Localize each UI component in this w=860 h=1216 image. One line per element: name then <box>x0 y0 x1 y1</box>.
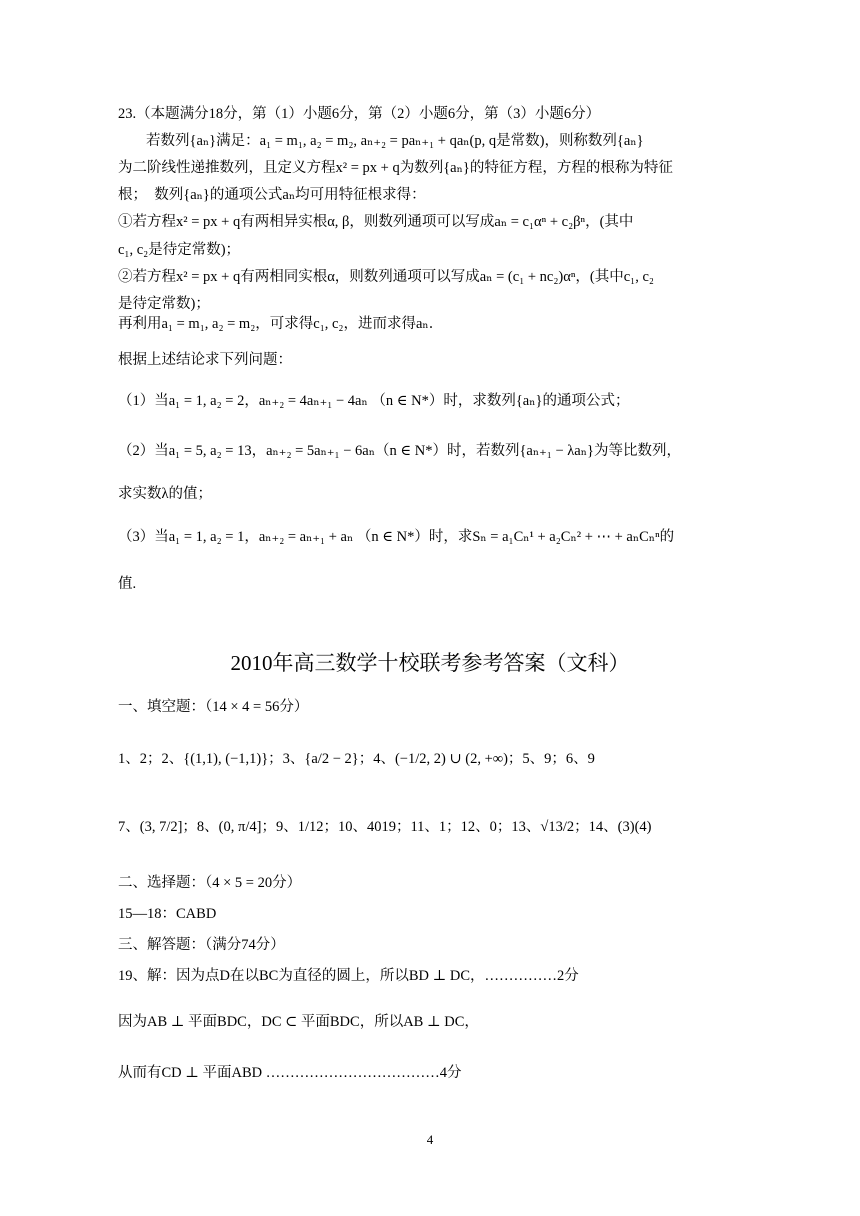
answer-title: 2010年高三数学十校联考参考答案（文科） <box>230 651 630 675</box>
question-3-cont: 值. <box>118 576 137 592</box>
instruction-line: 根据上述结论求下列问题： <box>118 352 292 368</box>
fill-blank-answers: 7、(3, 7/2]；8、(0, π/4]；9、1/12；10、4019；11、1；12、0；13、√13/2；14、(3)(4) <box>118 819 652 835</box>
question-3: （3）当a₁ = 1, a₂ = 1，aₙ₊₂ = aₙ₊₁ + aₙ （n ∈ N*）时，求Sₙ = a₁Cₙ¹ + a₂Cₙ² + ⋯ + aₙCₙⁿ的 <box>118 529 675 545</box>
solution-line: 19、解：因为点D在以BC为直径的圆上，所以BD ⊥ DC，……………2分 <box>118 968 579 984</box>
definition-line: 根； 数列{aₙ}的通项公式aₙ均可用特征根求得： <box>118 187 426 203</box>
question-1: （1）当a₁ = 1, a₂ = 2，aₙ₊₂ = 4aₙ₊₁ − 4aₙ （n ∈ N*）时，求数列{aₙ}的通项公式； <box>118 393 630 409</box>
page-number: 4 <box>426 1132 434 1147</box>
fill-blank-header: 一、填空题：（14 × 4 = 56分） <box>118 699 309 715</box>
solution-header: 三、解答题：（满分74分） <box>118 937 285 953</box>
choice-header: 二、选择题：（4 × 5 = 20分） <box>118 875 302 891</box>
case-one-line: ①若方程x² = px + q有两相异实根α, β，则数列通项可以写成aₙ = c₁αⁿ + c₂βⁿ，(其中 <box>118 214 634 230</box>
case-two-line: 是待定常数)； <box>118 296 210 312</box>
definition-line: 为二阶线性递推数列，且定义方程x² = px + q为数列{aₙ}的特征方程，方程的根称为特征 <box>118 160 673 176</box>
solution-line: 从而有CD ⊥ 平面ABD ………………………………4分 <box>118 1065 462 1081</box>
case-one-line: c₁, c₂是待定常数)； <box>118 242 241 258</box>
case-two-line: ②若方程x² = px + q有两相同实根α，则数列通项可以写成aₙ = (c₁ + nc₂)αⁿ，(其中c₁, c₂ <box>118 269 654 285</box>
question-2-cont: 求实数λ的值； <box>118 486 213 502</box>
problem-header: 23.（本题满分18分，第（1）小题6分，第（2）小题6分，第（3）小题6分） <box>118 106 601 122</box>
solution-line: 因为AB ⊥ 平面BDC，DC ⊂ 平面BDC，所以AB ⊥ DC， <box>118 1014 479 1030</box>
fill-blank-answers: 1、2；2、{(1,1), (−1,1)}；3、{a/2 − 2}；4、(−1/2, 2) ∪ (2, +∞)；5、9；6、9 <box>118 751 595 767</box>
question-2: （2）当a₁ = 5, a₂ = 13，aₙ₊₂ = 5aₙ₊₁ − 6aₙ（n ∈ N*）时，若数列{aₙ₊₁ − λaₙ}为等比数列， <box>118 443 681 459</box>
definition-line: 若数列{aₙ}满足：a₁ = m₁, a₂ = m₂, aₙ₊₂ = paₙ₊₁ + qaₙ(p, q是常数)，则称数列{aₙ} <box>146 133 644 149</box>
choice-answers: 15—18：CABD <box>118 906 217 922</box>
method-line: 再利用a₁ = m₁, a₂ = m₂，可求得c₁, c₂，进而求得aₙ． <box>118 316 444 332</box>
